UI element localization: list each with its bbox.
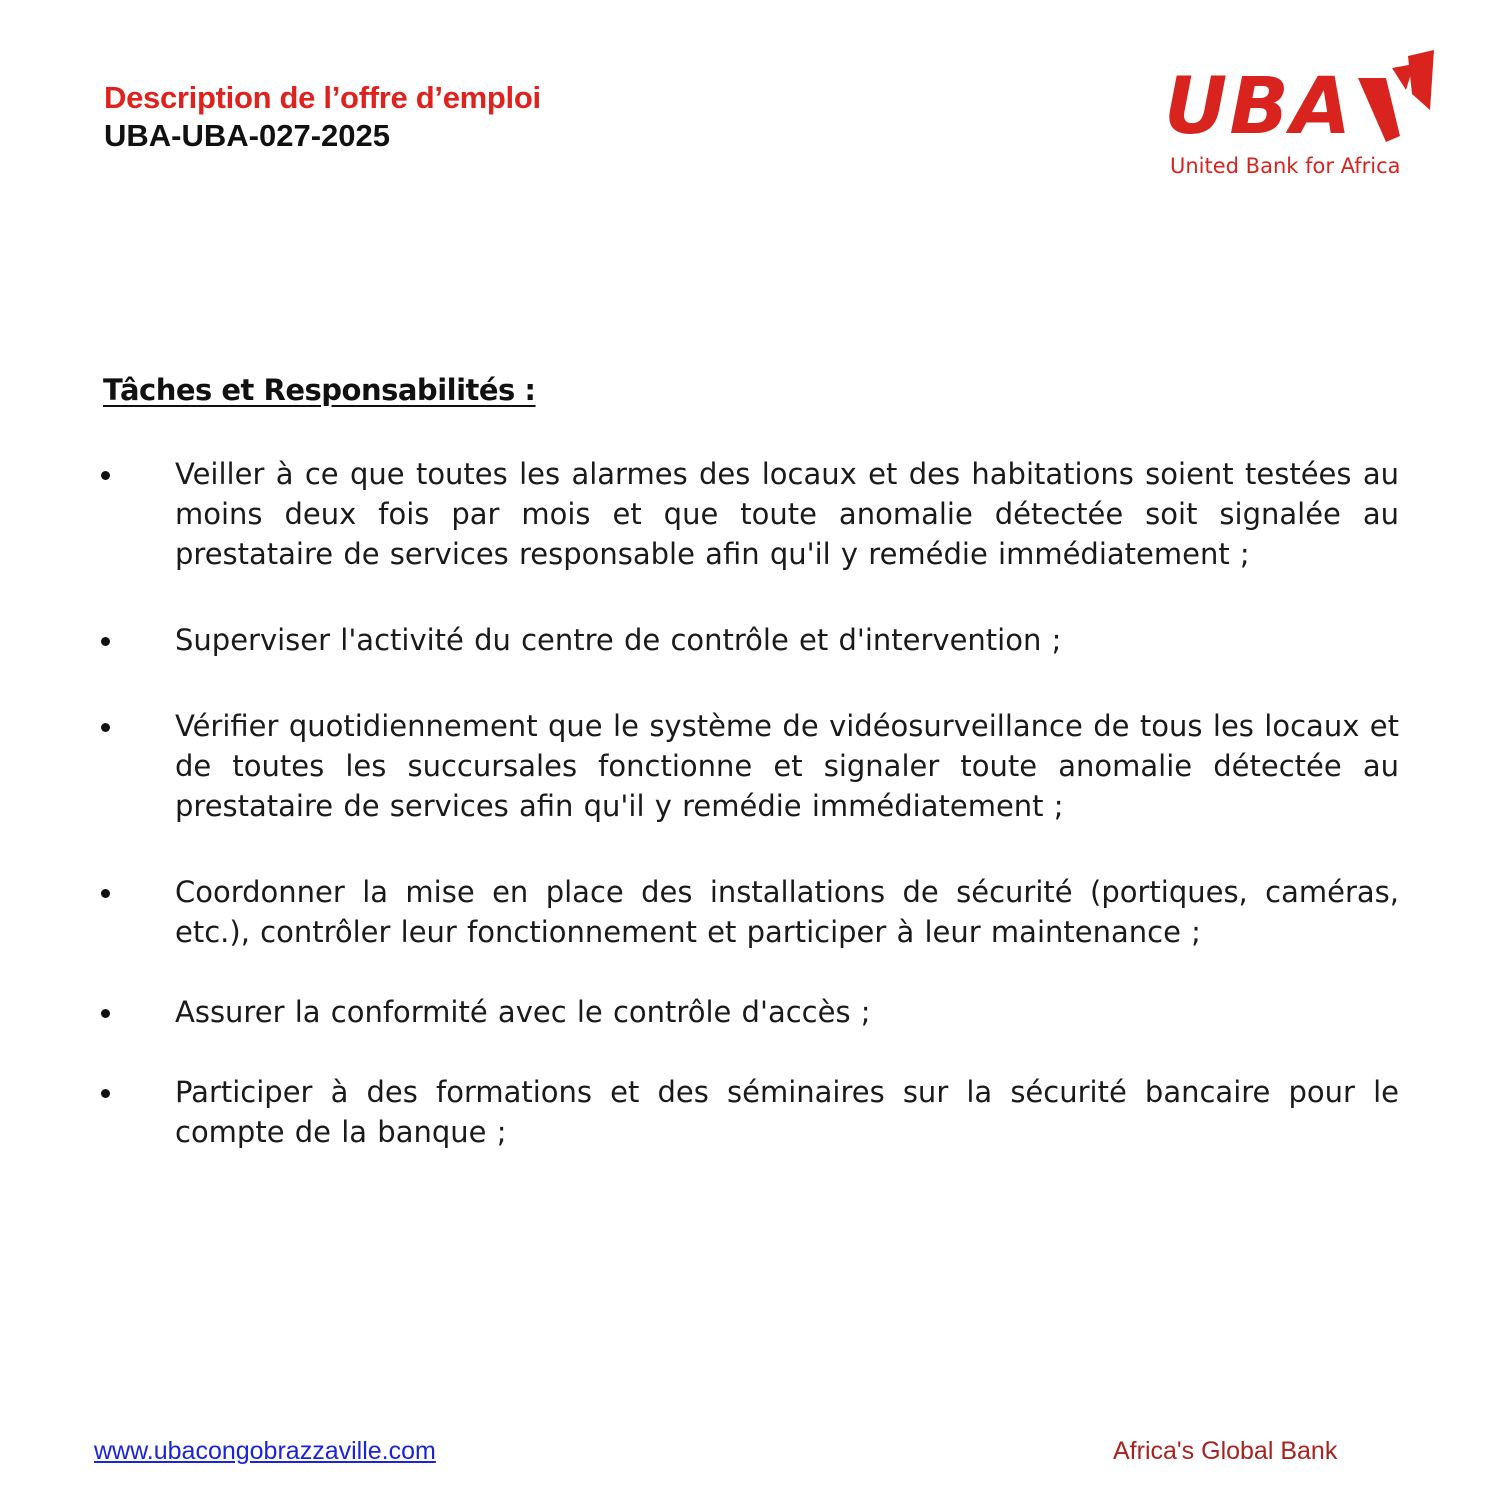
duty-text: Superviser l'activité du centre de contrôle et d'intervention ; bbox=[175, 623, 1062, 657]
list-item bbox=[0, 454, 1503, 574]
section-heading: Tâches et Responsabilités : bbox=[103, 373, 536, 407]
duty-text: Veiller à ce que toutes les alarmes des locaux et des habitations soient testées au moins deux fois par mois et que toute anomalie détectée soit signalée au prestataire de services responsable afin qu'il y remédie immédiatement ; bbox=[175, 457, 1399, 571]
list-item bbox=[0, 706, 1503, 826]
duty-text: Participer à des formations et des séminaires sur la sécurité bancaire pour le compte de la banque ; bbox=[175, 1075, 1399, 1149]
bullet-icon bbox=[101, 889, 110, 898]
duty-text: Coordonner la mise en place des installations de sécurité (portiques, caméras, etc.), contrôler leur fonctionnement et participer à leur maintenance ; bbox=[175, 875, 1399, 949]
bullet-icon bbox=[101, 471, 110, 480]
bullet-icon bbox=[101, 637, 110, 646]
bullet-icon bbox=[101, 1009, 110, 1018]
list-item bbox=[0, 872, 1503, 952]
job-reference: UBA-UBA-027-2025 bbox=[104, 118, 390, 153]
list-item bbox=[0, 992, 1503, 1032]
bullet-icon bbox=[101, 1089, 110, 1098]
website-link[interactable]: www.ubacongobrazzaville.com bbox=[94, 1437, 436, 1465]
footer-slogan: Africa's Global Bank bbox=[1113, 1437, 1338, 1465]
duty-text: Vérifier quotidiennement que le système de vidéosurveillance de tous les locaux et de toutes les succursales fonctionne et signaler toute anomalie détectée au prestataire de services afin qu'il y remédie immédiatement ; bbox=[175, 709, 1399, 823]
duty-text: Assurer la conformité avec le contrôle d'accès ; bbox=[175, 995, 871, 1029]
uba-logo bbox=[1160, 50, 1440, 190]
duties-list bbox=[0, 454, 1503, 1196]
bullet-icon bbox=[101, 723, 110, 732]
logo-tagline: United Bank for Africa bbox=[1170, 154, 1401, 178]
logo-wordmark: UBA bbox=[1164, 62, 1354, 152]
list-item bbox=[0, 620, 1503, 660]
list-item bbox=[0, 1072, 1503, 1152]
page-header-title: Description de l’offre d’emploi bbox=[104, 80, 541, 115]
uba-mark-icon bbox=[1356, 50, 1438, 144]
